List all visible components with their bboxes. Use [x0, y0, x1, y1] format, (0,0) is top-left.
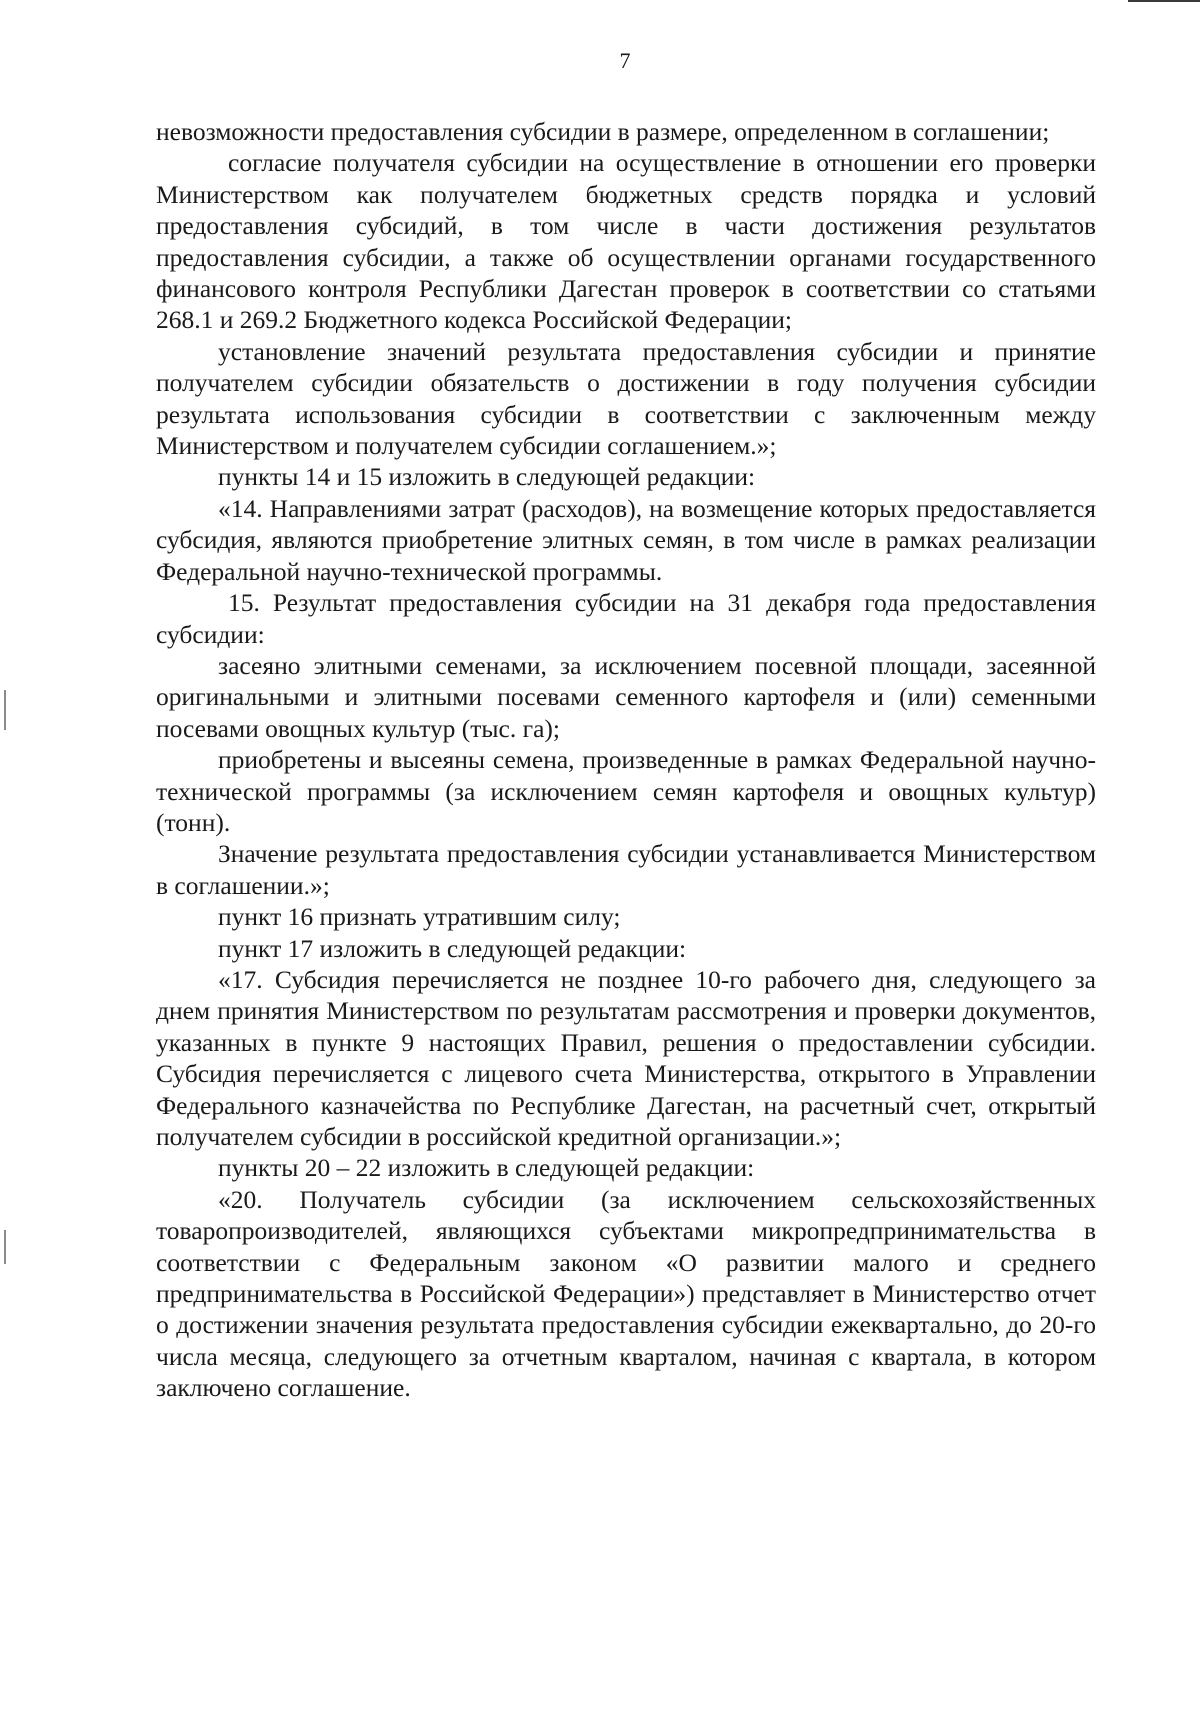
scan-edge-left-mark — [4, 690, 6, 730]
paragraph: пункты 14 и 15 изложить в следующей редакции: — [218, 462, 756, 492]
paragraph: 15. Результат предоставления субсидии на 31 декабря года предоставления субсидии: — [156, 588, 1096, 649]
paragraph: засеяно элитными семенами, за исключением посевной площади, засеянной оригинальными и элитными посевами семенного картофеля и (или) семенными посевами овощных культур (тыс. га); — [156, 650, 1096, 743]
paragraph: «14. Направлениями затрат (расходов), на возмещение которых предоставляется субсидия, являются приобретение элитных семян, в том числе в рамках реализации Федеральной научно-технической программы. — [156, 493, 1096, 586]
paragraph: пункт 17 изложить в следующей редакции: — [218, 933, 687, 963]
scan-edge-top — [1128, 0, 1200, 2]
paragraph: согласие получателя субсидии на осуществление в отношении его проверки Министерством как получателем бюджетных средств порядка и условий предоставления субсидий, в том числе в части достижения результатов предоставления субсидии, а также об осуществлении органами государственного финансового контроля Республики Дагестан проверок в соответствии со статьями 268.1 и 269.2 Бюджетного кодекса Российской Федерации; — [156, 148, 1096, 335]
paragraph: пункты 20 – 22 изложить в следующей редакции: — [218, 1153, 755, 1183]
paragraph: установление значений результата предоставления субсидии и принятие получателем субсидии обязательств о достижении в году получения субсидии результата использования субсидии в соответствии с заключенным между Министерством и получателем субсидии соглашением.»; — [156, 336, 1096, 461]
paragraph: «20. Получатель субсидии (за исключением сельскохозяйственных товаропроизводителей, являющихся субъектами микропредпринимательства в соответствии с Федеральным законом «О развитии малого и среднего предпринимательства в Российской Федерации») представляет в Министерство отчет о достижении значения результата предоставления субсидии ежеквартально, до 20-го числа месяца, следующего за отчетным кварталом, начиная с квартала, в котором заключено соглашение. — [156, 1184, 1096, 1403]
document-body — [156, 116, 1096, 1404]
paragraph: невозможности предоставления субсидии в размере, определенном в соглашении; — [156, 117, 1050, 146]
paragraph: пункт 16 признать утратившим силу; — [218, 902, 621, 932]
scan-edge-left-mark — [4, 1230, 6, 1264]
paragraph: «17. Субсидия перечисляется не позднее 10-го рабочего дня, следующего за днем принятия Министерством по результатам рассмотрения и проверки документов, указанных в пункте 9 настоящих Правил, решения о предоставлении субсидии. Субсидия перечисляется с лицевого счета Министерства, открытого в Управлении Федерального казначейства по Республике Дагестан, на расчетный счет, открытый получателем субсидии в российской кредитной организации.»; — [156, 964, 1096, 1151]
paragraph: приобретены и высеяны семена, произведенные в рамках Федеральной научно-технической программы (за исключением семян картофеля и овощных культур) (тонн). — [156, 745, 1096, 837]
page-number: 7 — [619, 48, 631, 73]
paragraph: Значение результата предоставления субсидии устанавливается Министерством в соглашении.»; — [156, 839, 1096, 900]
